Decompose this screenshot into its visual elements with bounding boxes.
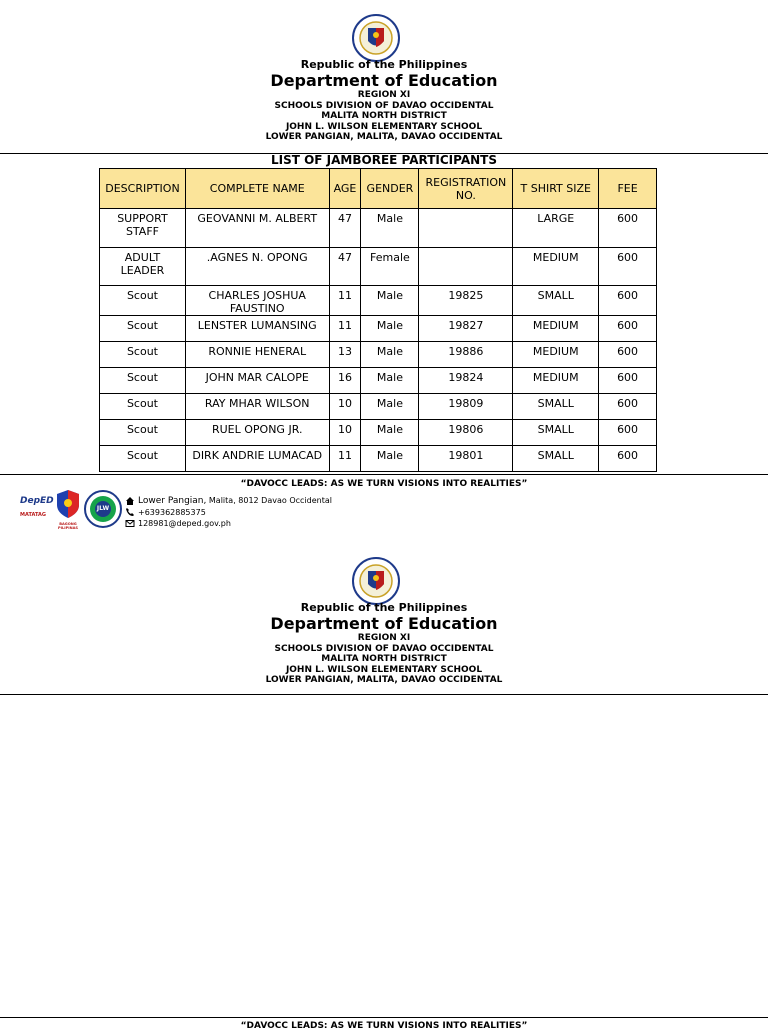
bagong-pilipinas-caption: BAGONG PILIPINAS xyxy=(58,522,78,530)
table-cell: Male xyxy=(361,446,419,472)
table-cell xyxy=(419,209,513,248)
table-cell: Male xyxy=(361,209,419,248)
table-cell: Male xyxy=(361,316,419,342)
table-cell: SMALL xyxy=(513,446,599,472)
table-cell: 16 xyxy=(329,368,361,394)
address-main: Lower Pangian, xyxy=(138,496,207,506)
phone-icon xyxy=(125,507,135,517)
column-header: REGISTRATION NO. xyxy=(419,169,513,209)
table-row xyxy=(100,248,657,286)
table-row xyxy=(100,420,657,446)
footer-motto: “DAVOCC LEADS: AS WE TURN VISIONS INTO REALITIES” xyxy=(240,479,528,489)
table-row xyxy=(100,394,657,420)
address-rest: Malita, 8012 Davao Occidental xyxy=(206,496,332,505)
header-division: SCHOOLS DIVISION OF DAVAO OCCIDENTAL xyxy=(274,100,494,111)
table-header-row xyxy=(100,169,657,209)
table-cell: 19801 xyxy=(419,446,513,472)
table-cell: 600 xyxy=(599,446,657,472)
deped-matatag-logo xyxy=(20,490,52,528)
table-cell: Scout xyxy=(100,316,186,342)
table-cell: MEDIUM xyxy=(513,248,599,286)
header-republic: Republic of the Philippines xyxy=(300,601,468,614)
table-cell: JOHN MAR CALOPE xyxy=(185,368,329,394)
participants-table xyxy=(99,168,657,472)
header-location: LOWER PANGIAN, MALITA, DAVAO OCCIDENTAL xyxy=(265,132,503,142)
table-cell: LENSTER LUMANSING xyxy=(185,316,329,342)
table-cell: SMALL xyxy=(513,420,599,446)
table-cell: 10 xyxy=(329,394,361,420)
header-department: Department of Education xyxy=(270,614,498,633)
table-cell: MEDIUM xyxy=(513,368,599,394)
table-cell: RAY MHAR WILSON xyxy=(185,394,329,420)
table-cell: 19806 xyxy=(419,420,513,446)
table-row xyxy=(100,316,657,342)
table-cell: 19809 xyxy=(419,394,513,420)
bagong-pilipinas-logo-icon xyxy=(55,489,81,523)
table-row xyxy=(100,446,657,472)
table-cell: 600 xyxy=(599,368,657,394)
table-cell: Male xyxy=(361,286,419,316)
deped-seal-icon xyxy=(352,14,400,62)
table-cell: DIRK ANDRIE LUMACAD xyxy=(185,446,329,472)
table-cell: Scout xyxy=(100,368,186,394)
table-cell: 600 xyxy=(599,286,657,316)
table-cell: .AGNES N. OPONG xyxy=(185,248,329,286)
table-cell: 600 xyxy=(599,316,657,342)
table-cell xyxy=(419,248,513,286)
table-cell: Male xyxy=(361,394,419,420)
table-row xyxy=(100,286,657,316)
home-icon xyxy=(125,496,135,506)
table-cell: CHARLES JOSHUA FAUSTINO xyxy=(185,286,329,316)
table-row xyxy=(100,342,657,368)
table-cell: 13 xyxy=(329,342,361,368)
table-cell: 600 xyxy=(599,420,657,446)
table-cell: 600 xyxy=(599,248,657,286)
header-school: JOHN L. WILSON ELEMENTARY SCHOOL xyxy=(285,664,483,675)
table-cell: 19824 xyxy=(419,368,513,394)
table-cell: RUEL OPONG JR. xyxy=(185,420,329,446)
header-region: REGION XI xyxy=(357,633,411,643)
table-cell: 19825 xyxy=(419,286,513,316)
header-district: MALITA NORTH DISTRICT xyxy=(321,654,447,664)
table-cell: RONNIE HENERAL xyxy=(185,342,329,368)
table-cell: ADULT LEADER xyxy=(100,248,186,286)
column-header: AGE xyxy=(329,169,361,209)
deped-seal-icon xyxy=(352,557,400,605)
table-row xyxy=(100,368,657,394)
header-school: JOHN L. WILSON ELEMENTARY SCHOOL xyxy=(285,121,483,132)
table-cell: 600 xyxy=(599,394,657,420)
table-cell: 11 xyxy=(329,316,361,342)
contact-email xyxy=(125,518,332,528)
header-department: Department of Education xyxy=(270,71,498,90)
header-district: MALITA NORTH DISTRICT xyxy=(321,111,447,121)
phone-number: +639362885375 xyxy=(138,507,206,517)
header-divider xyxy=(0,694,768,695)
column-header: GENDER xyxy=(361,169,419,209)
table-cell: Female xyxy=(361,248,419,286)
table-cell: 11 xyxy=(329,446,361,472)
table-cell: 11 xyxy=(329,286,361,316)
header-address-block xyxy=(0,633,768,686)
table-cell: 19886 xyxy=(419,342,513,368)
header-address-block xyxy=(0,90,768,143)
mail-icon xyxy=(125,518,135,528)
school-seal-caption: JLW xyxy=(96,505,110,512)
table-cell: MEDIUM xyxy=(513,342,599,368)
contact-address xyxy=(125,496,332,506)
email-address: 128981@deped.gov.ph xyxy=(138,518,231,528)
table-cell: MEDIUM xyxy=(513,316,599,342)
column-header: FEE xyxy=(599,169,657,209)
column-header: COMPLETE NAME xyxy=(185,169,329,209)
matatag-logo-text: MATATAG xyxy=(20,512,46,518)
table-cell: Male xyxy=(361,420,419,446)
table-cell: Scout xyxy=(100,286,186,316)
deped-logo-text: DepED xyxy=(20,496,54,506)
table-cell: 600 xyxy=(599,209,657,248)
table-cell: 10 xyxy=(329,420,361,446)
footer-contact-block xyxy=(125,496,332,528)
table-cell: GEOVANNI M. ALBERT xyxy=(185,209,329,248)
footer-motto: “DAVOCC LEADS: AS WE TURN VISIONS INTO REALITIES” xyxy=(240,1021,528,1031)
table-cell: SMALL xyxy=(513,394,599,420)
table-cell: Male xyxy=(361,342,419,368)
header-division: SCHOOLS DIVISION OF DAVAO OCCIDENTAL xyxy=(274,643,494,654)
table-cell: 600 xyxy=(599,342,657,368)
document-title: LIST OF JAMBOREE PARTICIPANTS xyxy=(270,153,497,167)
header-location: LOWER PANGIAN, MALITA, DAVAO OCCIDENTAL xyxy=(265,675,503,685)
table-cell: SUPPORT STAFF xyxy=(100,209,186,248)
table-cell: 47 xyxy=(329,248,361,286)
table-cell: 19827 xyxy=(419,316,513,342)
table-cell: LARGE xyxy=(513,209,599,248)
footer-divider xyxy=(0,1017,768,1018)
table-cell: Scout xyxy=(100,446,186,472)
table-cell: Scout xyxy=(100,342,186,368)
footer-divider xyxy=(0,474,768,475)
table-cell: SMALL xyxy=(513,286,599,316)
table-row xyxy=(100,209,657,248)
table-cell: 47 xyxy=(329,209,361,248)
table-cell: Scout xyxy=(100,420,186,446)
table-cell: Male xyxy=(361,368,419,394)
table-cell: Scout xyxy=(100,394,186,420)
header-region: REGION XI xyxy=(357,90,411,100)
column-header: DESCRIPTION xyxy=(100,169,186,209)
contact-phone xyxy=(125,507,332,517)
header-republic: Republic of the Philippines xyxy=(300,58,468,71)
column-header: T SHIRT SIZE xyxy=(513,169,599,209)
